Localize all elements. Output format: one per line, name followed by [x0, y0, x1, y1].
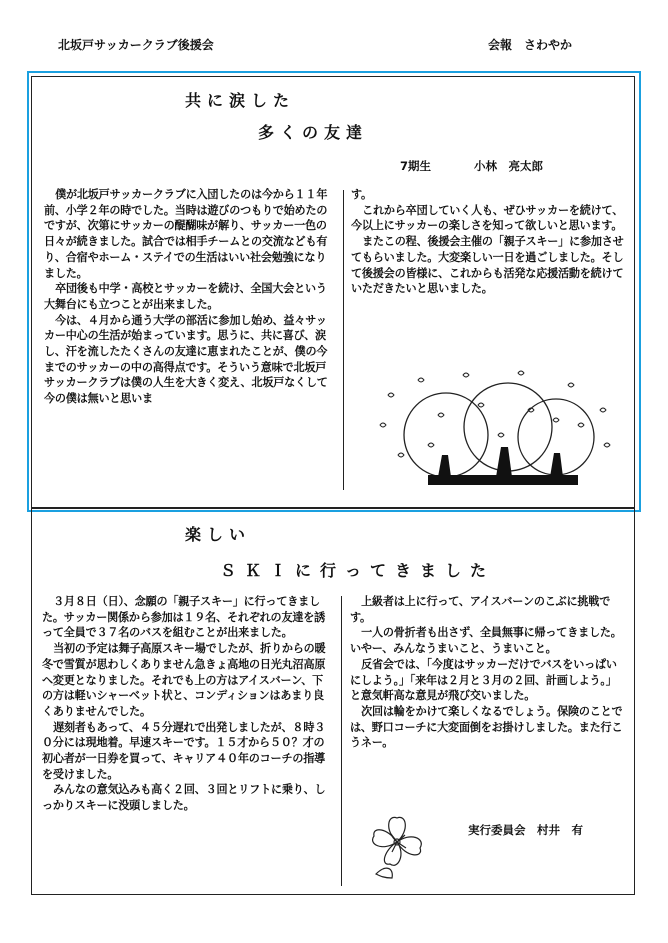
paragraph: 反省会では、「今度はサッカーだけでバスをいっぱいにしよう。」「来年は２月と３月の２回、計画しよう。」と意気軒高な意見が飛び交いました。 — [350, 657, 617, 703]
newsletter-name: さわやか — [524, 38, 573, 52]
article1-author-class: 7期生 — [400, 159, 432, 173]
article1-title-line1: 共に涙した — [185, 91, 296, 110]
paragraph: みんなの意気込みも高く２回、３回とリフトに乗り、しっかりスキーに没頭しました。 — [42, 783, 326, 813]
article2-left-column — [42, 594, 332, 814]
paragraph: す。 — [351, 188, 372, 201]
club-name: 北坂戸サッカークラブ後援会 — [58, 38, 214, 52]
paragraph: ３月８日（日）、念願の「親子スキー」に行ってきました。サッカー関係から参加は１９名、それぞれの友達を誘って全員で３７名のバスを組むことが出来ました。 — [42, 595, 326, 640]
paragraph: 次回は輪をかけて楽しくなるでしょう。保険のことでは、野口コーチに大変面倒をお掛けしました。また行こうネー。 — [350, 704, 623, 750]
article2-title-line2: ＳＫＩに行ってきました — [220, 561, 496, 580]
paragraph: 僕が北坂戸サッカークラブに入団したのは今から１１年前、小学２年の時でした。当時は遊びのつもりで始めたのですが、次第にサッカーの醍醐味が解り、サッカー一色の日々が続きました。試合では相手チームとの交流なども有り、合宿やホーム・ステイでの生活はいい社会勉強になりました。 — [44, 188, 328, 280]
newsletter-label: 会報 — [488, 38, 513, 52]
column-divider — [343, 190, 344, 490]
article2-signature: 実行委員会 村井 有 — [468, 823, 583, 837]
paragraph: これから卒団していく人も、ぜひサッカーを続けて、今以上にサッカーの楽しさを知って欲しいと思います。 — [351, 203, 624, 233]
paragraph: 今は、４月から通う大学の部活に参加し始め、益々サッカー中心の生活が始まっています。思うに、共に喜び、涙し、汗を流したたくさんの友達に恵まれたことが、僕の今までのサッカーの中の高得点です。そういう意味で北坂戸サッカークラブは僕の人生を大きく変え、北坂戸なくして今の僕は無いと思いま — [44, 313, 328, 406]
article1-right-column — [351, 187, 627, 297]
paragraph: 卒団後も中学・高校とサッカーを続け、全国大会という大舞台にも立つことが出来ました。 — [44, 282, 327, 311]
paragraph: 上級者は上に行って、アイスバーンのこぶに挑戦です。 — [350, 595, 611, 624]
paragraph: 一人の骨折者も出さず、全員無事に帰ってきました。いやー、みんなうまいこと、うまいこと。 — [350, 626, 622, 656]
cherry-blossom-icon — [362, 808, 432, 880]
article2-title-line1: 楽しい — [185, 525, 252, 544]
paragraph: 当初の予定は舞子高原スキー場でしたが、折りからの暖冬で雪質が思わしくありません急きょ高地の日光丸沼高原へ変更となりました。それでも上の方はアイスバーン、下の方は軽いシャーベット状と、コンディションはあまり良くありませんでした。 — [42, 642, 326, 718]
article1-author-name: 小林 亮太郎 — [474, 159, 543, 173]
article1-title-line2: 多くの友達 — [258, 123, 369, 142]
cherry-trees-illustration — [368, 365, 618, 493]
article2-right-column — [350, 594, 626, 751]
column-divider — [341, 596, 342, 886]
paragraph: またこの程、後援会主催の「親子スキー」に参加させてもらいました。大変楽しい一日を過ごしました。そして後援会の皆様に、これからも活発な応援活動を続けていただきたいと思いました。 — [351, 235, 624, 296]
article1-left-column — [44, 187, 334, 407]
paragraph: 遅刻者もあって、４５分遅れで出発しましたが、８時３０分には現地着。早速スキーです。１５才から５０？才の初心者が一日券を買って、キャリア４０年のコーチの指導を受けました。 — [42, 720, 326, 781]
